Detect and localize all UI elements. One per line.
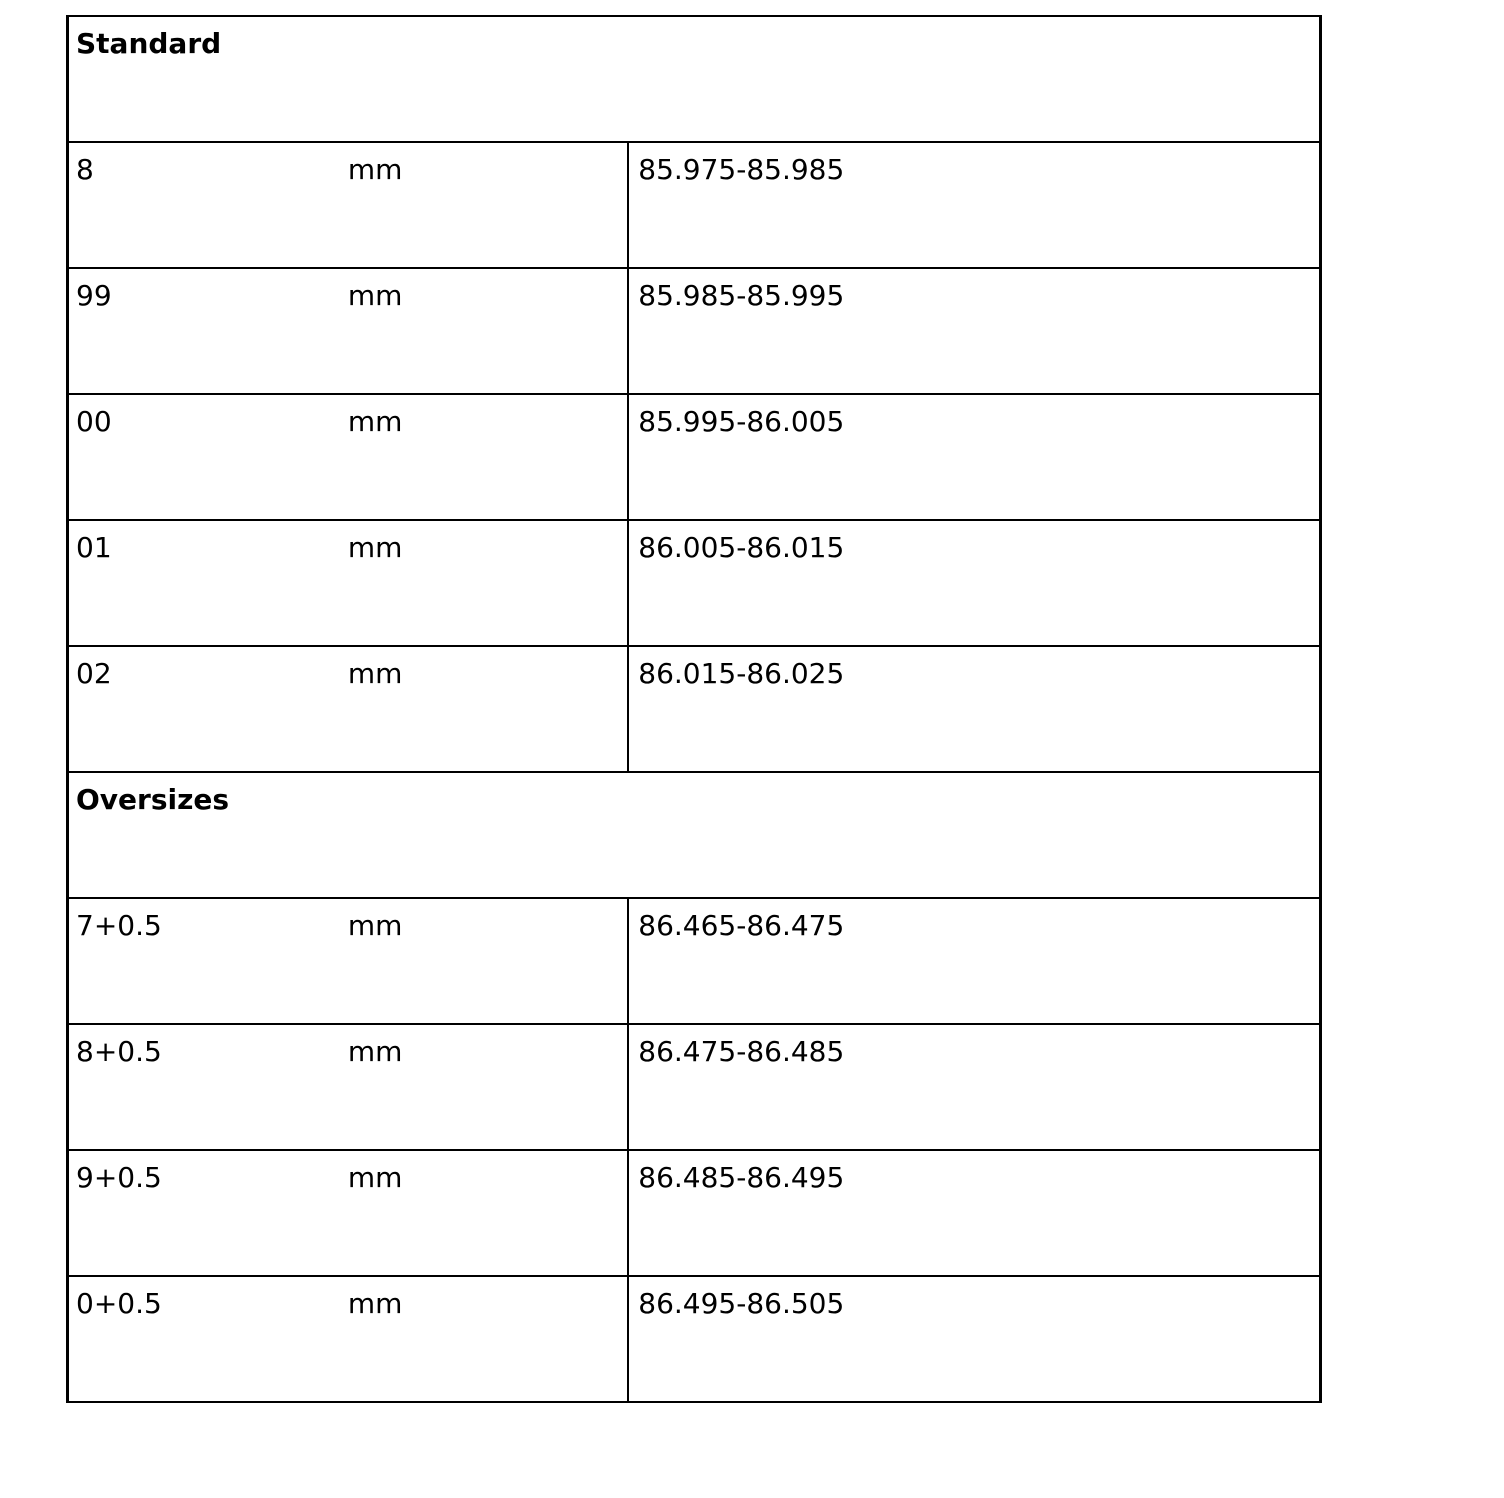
size-table [66, 15, 1322, 1403]
table-row [68, 394, 1321, 520]
table-row [68, 142, 1321, 268]
size-label: 00 [68, 394, 348, 520]
unit-label: mm [348, 898, 628, 1024]
size-label: 02 [68, 646, 348, 772]
range-value: 86.015-86.025 [628, 646, 1320, 772]
value-cell [628, 772, 1320, 898]
table-row-oversizes-header [68, 772, 1321, 898]
table-row [68, 268, 1321, 394]
unit-label: mm [348, 520, 628, 646]
table-row [68, 1024, 1321, 1150]
range-value: 85.975-85.985 [628, 142, 1320, 268]
range-value: 86.005-86.015 [628, 520, 1320, 646]
range-value: 86.495-86.505 [628, 1276, 1320, 1402]
section-heading-standard: Standard [68, 16, 629, 142]
unit-label: mm [348, 1024, 628, 1150]
table-row [68, 1150, 1321, 1276]
range-value: 85.985-85.995 [628, 268, 1320, 394]
table-row [68, 1276, 1321, 1402]
unit-label: mm [348, 142, 628, 268]
unit-label: mm [348, 1150, 628, 1276]
size-label: 7+0.5 [68, 898, 348, 1024]
size-label: 99 [68, 268, 348, 394]
range-value: 85.995-86.005 [628, 394, 1320, 520]
range-value: 86.475-86.485 [628, 1024, 1320, 1150]
size-label: 0+0.5 [68, 1276, 348, 1402]
size-label: 8+0.5 [68, 1024, 348, 1150]
size-label: 8 [68, 142, 348, 268]
table-row-standard-header [68, 16, 1321, 142]
size-label: 01 [68, 520, 348, 646]
table-row [68, 898, 1321, 1024]
table-row [68, 520, 1321, 646]
unit-label: mm [348, 646, 628, 772]
section-heading-oversizes: Oversizes [68, 772, 629, 898]
unit-label: mm [348, 394, 628, 520]
value-cell [628, 16, 1320, 142]
table-row [68, 646, 1321, 772]
range-value: 86.465-86.475 [628, 898, 1320, 1024]
size-label: 9+0.5 [68, 1150, 348, 1276]
unit-label: mm [348, 268, 628, 394]
range-value: 86.485-86.495 [628, 1150, 1320, 1276]
unit-label: mm [348, 1276, 628, 1402]
